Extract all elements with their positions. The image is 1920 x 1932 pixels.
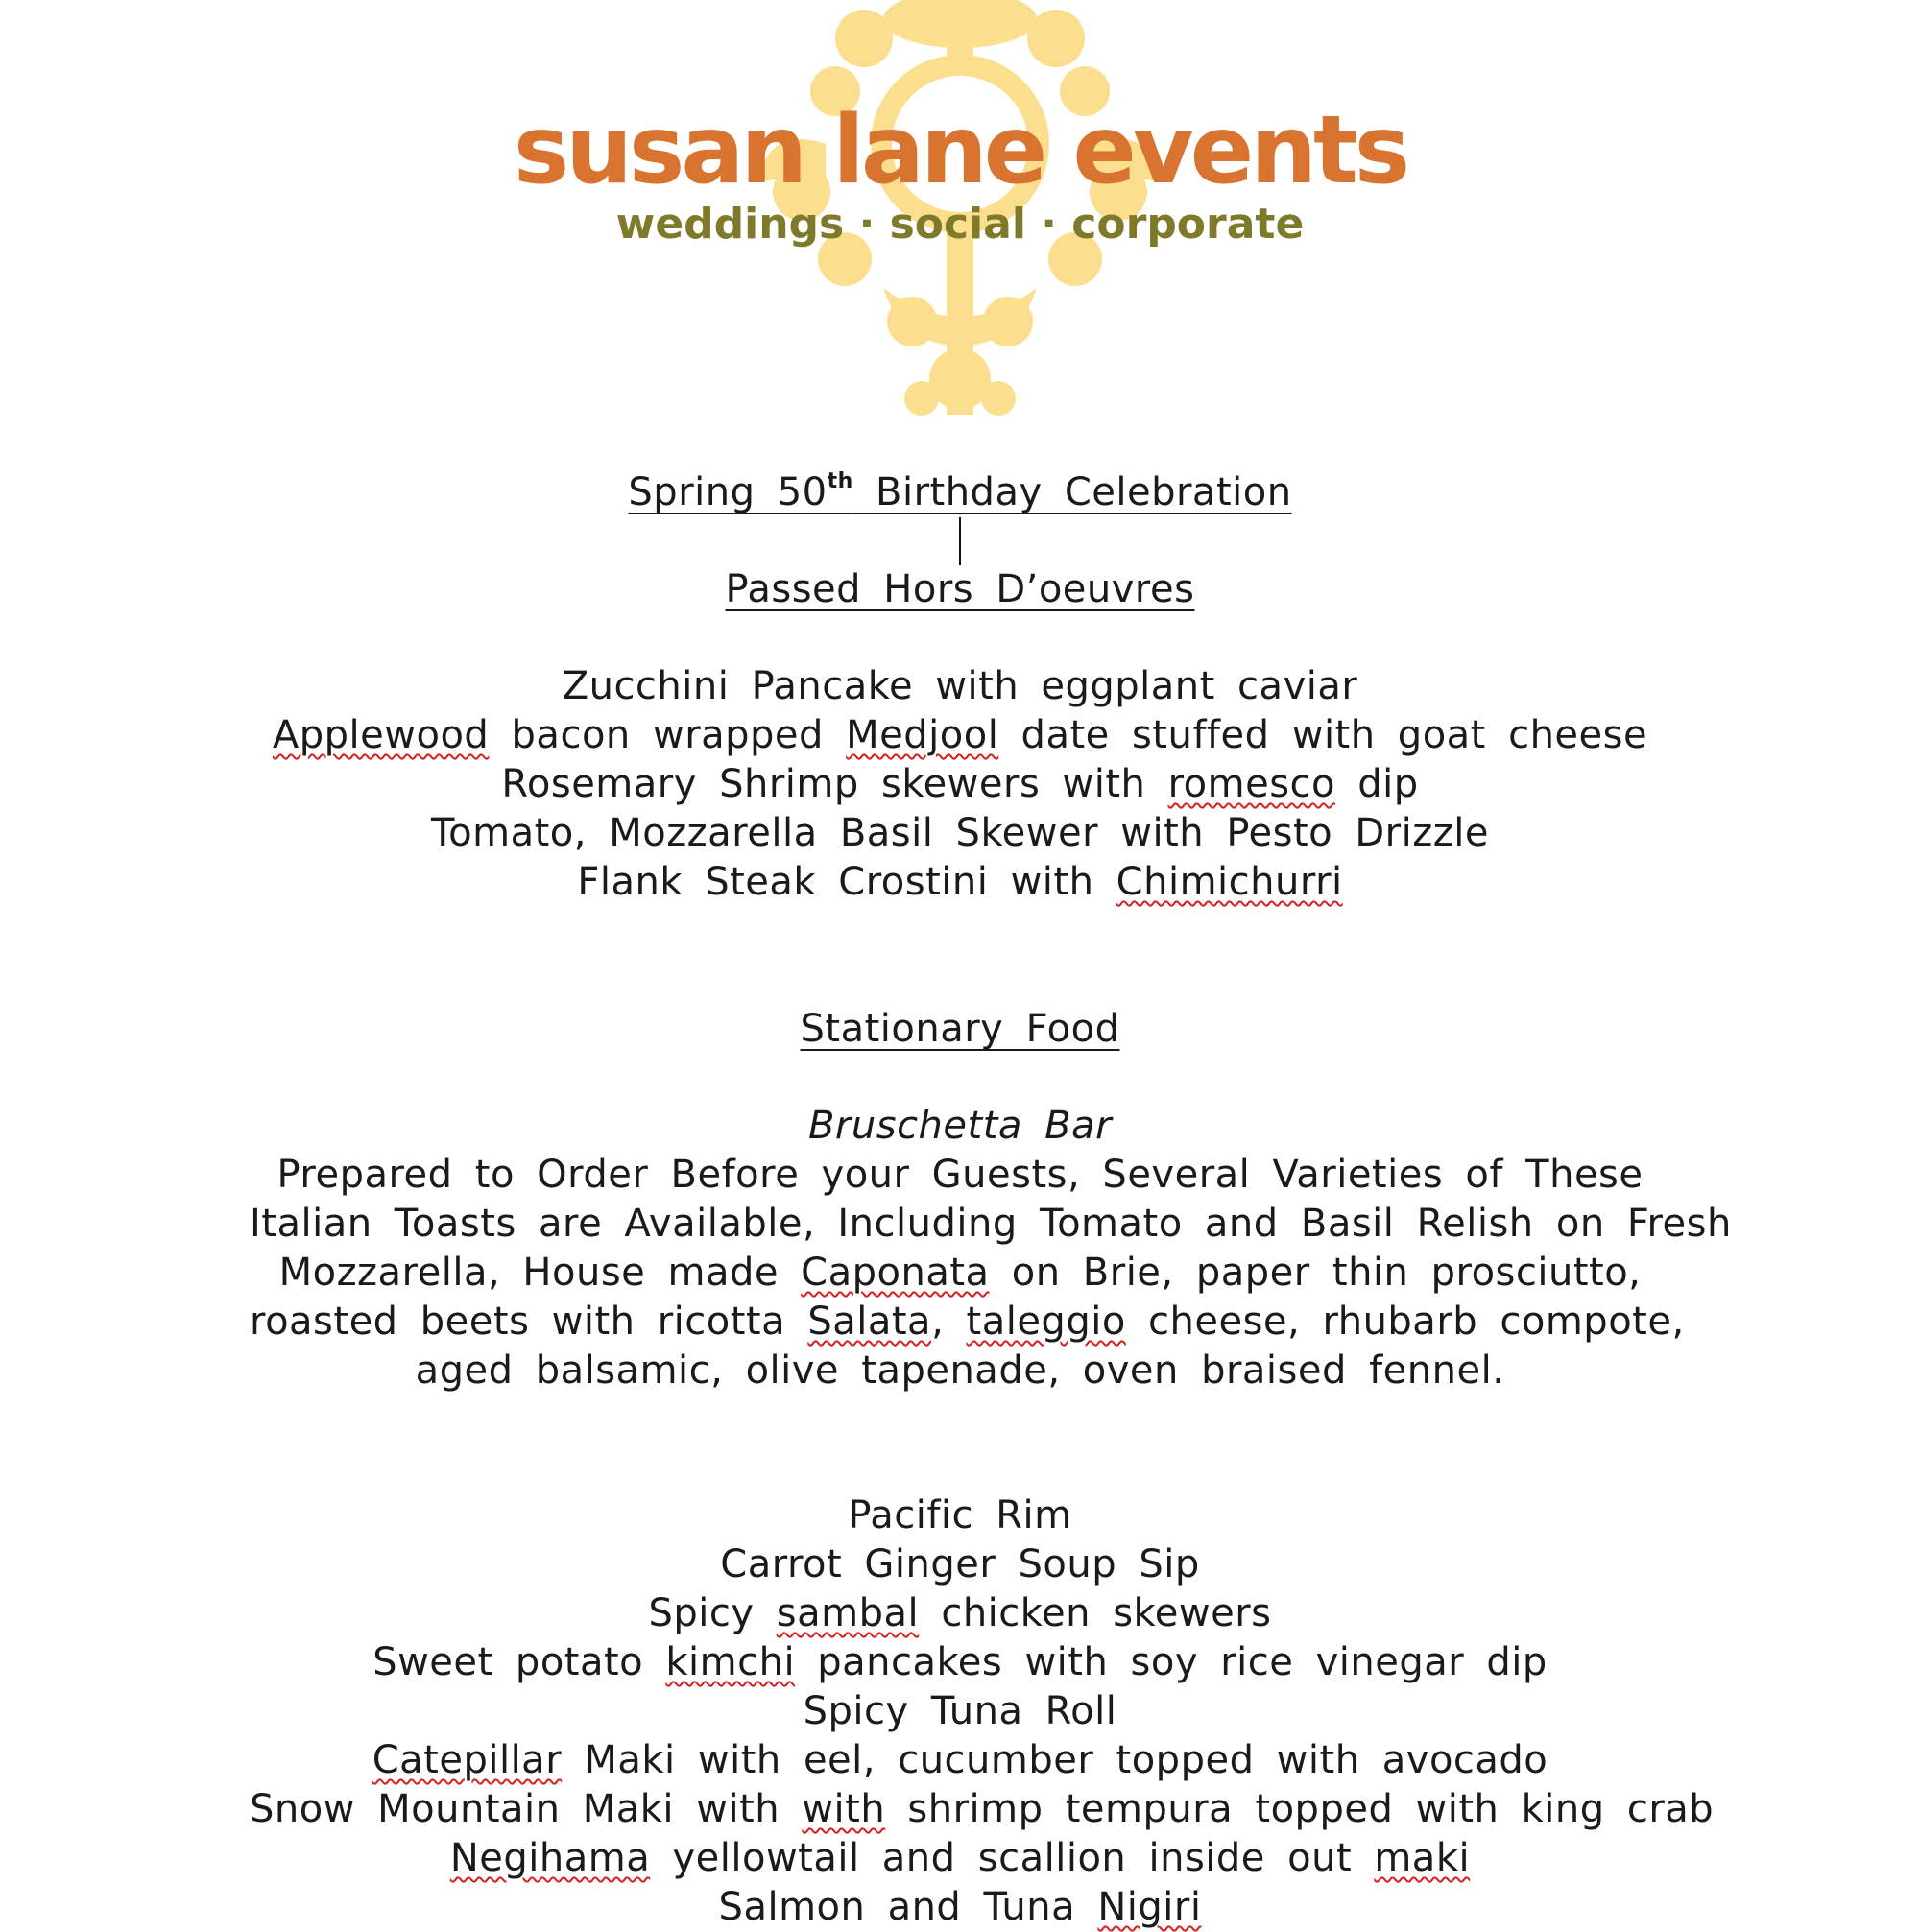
menu-text: Mozzarella, House made	[278, 1251, 802, 1295]
bruschetta-title: Bruschetta Bar	[807, 1104, 1113, 1148]
menu-text: Zucchini Pancake with eggplant caviar	[562, 664, 1358, 708]
bruschetta-description	[250, 1151, 1732, 1395]
description-line	[250, 1249, 1670, 1298]
menu-item	[250, 1540, 1670, 1589]
menu-text: cheese, rhubarb compote,	[1125, 1300, 1685, 1344]
menu-text: Spicy	[648, 1591, 777, 1635]
menu-text: Tomato, Mozzarella Basil Skewer with Pesto Drizzle	[431, 811, 1489, 855]
spellcheck-flagged-word: Salata	[807, 1300, 932, 1344]
menu-item	[250, 1589, 1670, 1638]
menu-text: shrimp tempura topped with king crab	[885, 1787, 1715, 1831]
spellcheck-flagged-word: with	[802, 1787, 886, 1831]
menu-item	[250, 1883, 1670, 1932]
menu-content	[250, 457, 1732, 1932]
menu-text: bacon wrapped	[489, 713, 847, 757]
company-logo	[0, 0, 1920, 441]
spellcheck-flagged-word: Nigiri	[1097, 1885, 1202, 1929]
menu-text: chicken skewers	[919, 1591, 1272, 1635]
menu-text: aged balsamic, olive tapenade, oven braised fennel.	[415, 1348, 1505, 1393]
menu-item	[250, 760, 1670, 809]
pacific-rim-list	[250, 1491, 1715, 1932]
description-line	[250, 1347, 1670, 1395]
description-line	[250, 1200, 1732, 1249]
menu-text: Spicy Tuna Roll	[803, 1689, 1117, 1733]
brand-tagline: weddings · social · corporate	[615, 200, 1305, 249]
menu-text: Prepared to Order Before your Guests, Several Varieties of These	[276, 1153, 1644, 1197]
menu-text: Sweet potato	[372, 1640, 666, 1684]
spellcheck-flagged-word: maki	[1374, 1836, 1471, 1880]
menu-text: Italian Toasts are Available, Including Tomato and Basil Relish on Fresh	[250, 1202, 1732, 1246]
title-superscript: th	[827, 469, 853, 493]
spellcheck-flagged-word: sambal	[776, 1591, 920, 1635]
menu-item	[250, 1491, 1670, 1540]
spellcheck-flagged-word: kimchi	[665, 1640, 796, 1684]
menu-text: Snow Mountain Maki with	[250, 1787, 803, 1831]
menu-item	[250, 858, 1670, 907]
menu-text: Salmon and Tuna	[718, 1885, 1098, 1929]
section-heading-passed: Passed Hors D’oeuvres	[725, 567, 1195, 611]
menu-text: date stuffed with goat cheese	[998, 713, 1648, 757]
menu-text: on Brie, paper thin prosciutto,	[989, 1251, 1642, 1295]
spellcheck-flagged-word: Caponata	[801, 1251, 990, 1295]
menu-text: pancakes with soy rice vinegar dip	[795, 1640, 1548, 1684]
brand-name: susan lane events	[513, 96, 1407, 205]
passed-items-list	[250, 662, 1670, 907]
menu-text: Rosemary Shrimp skewers with	[501, 762, 1168, 806]
spellcheck-flagged-word: Chimichurri	[1116, 860, 1343, 904]
menu-item	[250, 711, 1670, 760]
menu-text: Pacific Rim	[848, 1493, 1072, 1538]
title-connector-line	[959, 517, 961, 565]
spellcheck-flagged-word: taleggio	[966, 1300, 1126, 1344]
menu-text: Carrot Ginger Soup Sip	[720, 1542, 1200, 1586]
menu-text: Flank Steak Crostini with	[577, 860, 1116, 904]
menu-item	[250, 1736, 1670, 1785]
menu-item	[250, 1638, 1670, 1687]
menu-item	[250, 1687, 1670, 1736]
menu-text: Maki with eel, cucumber topped with avocado	[562, 1738, 1548, 1782]
spellcheck-flagged-word: Catepillar	[372, 1738, 563, 1782]
menu-text: yellowtail and scallion inside out	[650, 1836, 1375, 1880]
event-title: Spring 50th Birthday Celebration	[628, 469, 1292, 514]
title-block	[250, 457, 1670, 565]
menu-text: roasted beets with ricotta	[250, 1300, 808, 1344]
spellcheck-flagged-word: romesco	[1167, 762, 1335, 806]
spellcheck-flagged-word: Negihama	[449, 1836, 651, 1880]
spellcheck-flagged-word: Medjool	[846, 713, 999, 757]
menu-item	[250, 1834, 1670, 1883]
section-heading-stationary: Stationary Food	[800, 1007, 1120, 1051]
spellcheck-flagged-word: Applewood	[272, 713, 490, 757]
menu-text: dip	[1335, 762, 1419, 806]
menu-item	[250, 809, 1670, 858]
description-line	[250, 1298, 1685, 1347]
menu-text: ,	[931, 1300, 967, 1344]
description-line	[250, 1151, 1670, 1200]
menu-item	[250, 662, 1670, 711]
menu-item	[250, 1785, 1715, 1834]
